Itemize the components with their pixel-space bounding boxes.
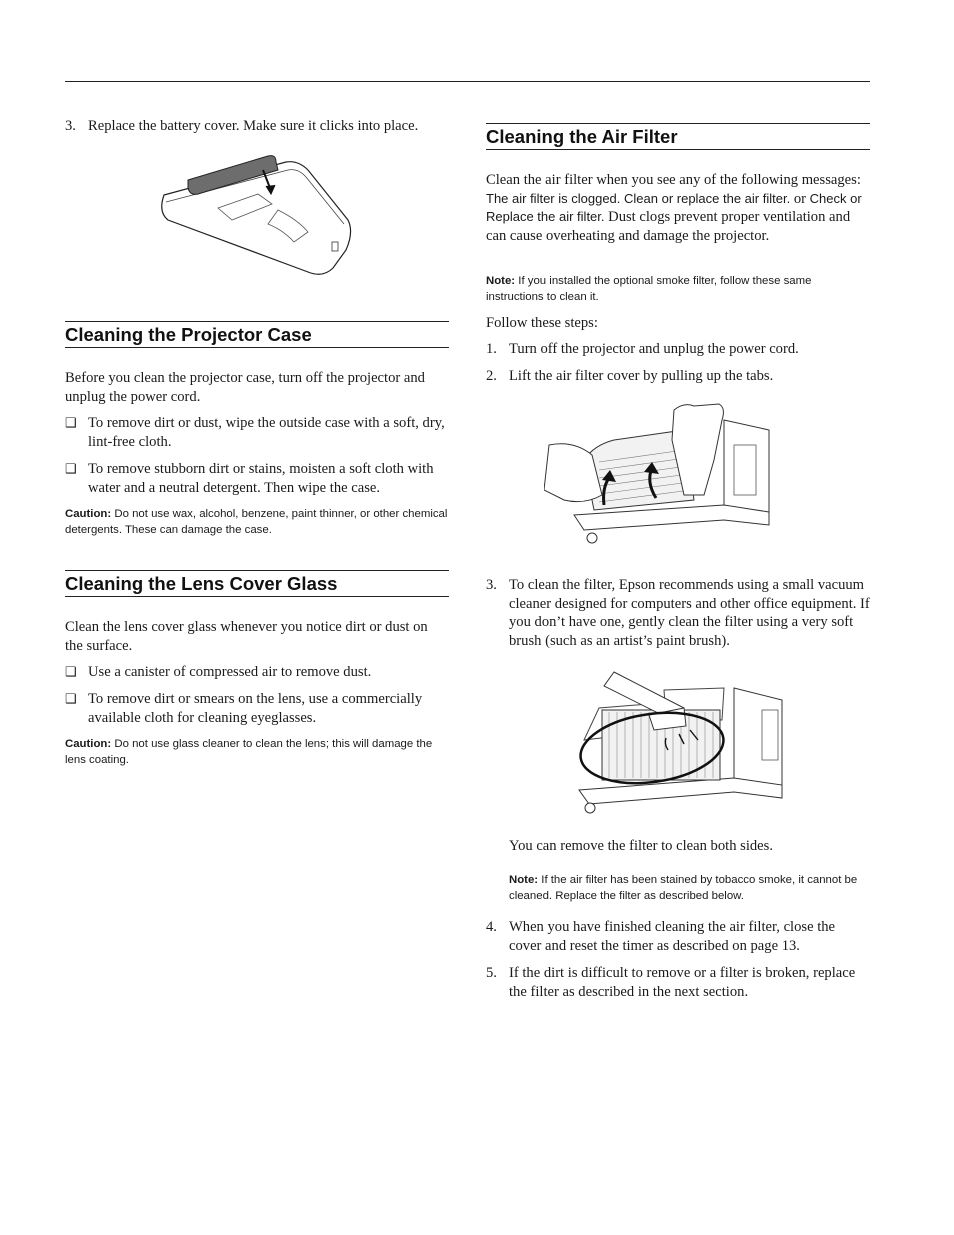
caution-label: Caution: bbox=[65, 738, 112, 750]
projector-case-intro: Before you clean the projector case, turn off the projector and unplug the power cord. bbox=[65, 370, 425, 405]
top-rule bbox=[65, 81, 870, 82]
step-text: Lift the air filter cover by pulling up the tabs. bbox=[509, 368, 774, 384]
step-item bbox=[486, 340, 870, 360]
message-text: Check or Replace the air filter. bbox=[486, 190, 862, 224]
note-text: If the air filter has been stained by tobacco smoke, it cannot be cleaned. Replace the filter as described below. bbox=[509, 874, 858, 902]
checkbox-bullet-icon: ❑ bbox=[65, 691, 77, 706]
step-number: 3. bbox=[65, 118, 76, 134]
bullet-item bbox=[65, 460, 449, 498]
intro-text: Dust clogs prevent proper ventilation and can cause overheating and damage the projector. bbox=[486, 209, 851, 244]
section-heading: Cleaning the Air Filter bbox=[486, 126, 678, 147]
caution-lens bbox=[65, 736, 449, 768]
caution-projector-case bbox=[65, 506, 449, 538]
bullet-item bbox=[65, 414, 449, 452]
caution-text: Do not use glass cleaner to clean the lens; this will damage the lens coating. bbox=[65, 738, 433, 766]
note-tobacco bbox=[509, 872, 870, 904]
air-filter-intro bbox=[486, 171, 870, 245]
section-heading: Cleaning the Lens Cover Glass bbox=[65, 573, 338, 594]
bullet-item bbox=[65, 690, 449, 728]
caution-text: Do not use wax, alcohol, benzene, paint thinner, or other chemical detergents. These can damage the case. bbox=[65, 508, 448, 536]
bullet-text: To remove dirt or dust, wipe the outside case with a soft, dry, lint-free cloth. bbox=[88, 415, 445, 450]
caution-label: Caution: bbox=[65, 508, 112, 520]
vacuum-filter-illustration bbox=[554, 670, 784, 815]
step-number: 2. bbox=[486, 368, 497, 384]
intro-text: Clean the air filter when you see any of the following messages: bbox=[486, 172, 861, 188]
lens-cover-heading-bar bbox=[65, 570, 449, 597]
checkbox-bullet-icon: ❑ bbox=[65, 415, 77, 430]
note-label: Note: bbox=[486, 275, 516, 287]
remote-control-illustration bbox=[158, 150, 358, 280]
bullet-text: To remove dirt or smears on the lens, use a commercially available cloth for cleaning eyeglasses. bbox=[88, 691, 423, 726]
remove-filter-text: You can remove the filter to clean both sides. bbox=[509, 838, 773, 854]
bullet-text: Use a canister of compressed air to remove dust. bbox=[88, 664, 372, 680]
follow-steps-text: Follow these steps: bbox=[486, 315, 598, 331]
step-text: Turn off the projector and unplug the power cord. bbox=[509, 341, 799, 357]
lift-filter-cover-illustration bbox=[544, 400, 772, 550]
step-number: 1. bbox=[486, 341, 497, 357]
step-number: 3. bbox=[486, 577, 497, 593]
lens-cover-intro: Clean the lens cover glass whenever you notice dirt or dust on the surface. bbox=[65, 619, 428, 654]
step-text: Replace the battery cover. Make sure it clicks into place. bbox=[88, 118, 419, 134]
step-number: 4. bbox=[486, 919, 497, 935]
step-number: 5. bbox=[486, 965, 497, 981]
projector-case-heading-bar bbox=[65, 321, 449, 348]
bullet-text: To remove stubborn dirt or stains, moisten a soft cloth with water and a neutral detergent. Then wipe the case. bbox=[88, 461, 434, 496]
note-text: If you installed the optional smoke filter, follow these same instructions to clean it. bbox=[486, 275, 812, 303]
message-text: The air filter is clogged. Clean or replace the air filter. bbox=[486, 190, 791, 206]
checkbox-bullet-icon: ❑ bbox=[65, 664, 77, 679]
step-text: To clean the filter, Epson recommends using a small vacuum cleaner designed for computers and other office equipment. If you don’t have one, gently clean the filter using a very soft brush (such as an artist’s paint brush). bbox=[509, 577, 870, 649]
step-text: When you have finished cleaning the air filter, close the cover and reset the timer as described on page 13. bbox=[509, 919, 836, 954]
step-text: If the dirt is difficult to remove or a filter is broken, replace the filter as described in the next section. bbox=[509, 965, 856, 1000]
checkbox-bullet-icon: ❑ bbox=[65, 461, 77, 476]
air-filter-heading-bar bbox=[486, 123, 870, 150]
bullet-item bbox=[65, 663, 449, 683]
note-smoke-filter bbox=[486, 273, 870, 305]
note-label: Note: bbox=[509, 874, 539, 886]
step-item bbox=[486, 367, 870, 387]
intro-text: or bbox=[790, 190, 810, 207]
section-heading: Cleaning the Projector Case bbox=[65, 324, 312, 345]
